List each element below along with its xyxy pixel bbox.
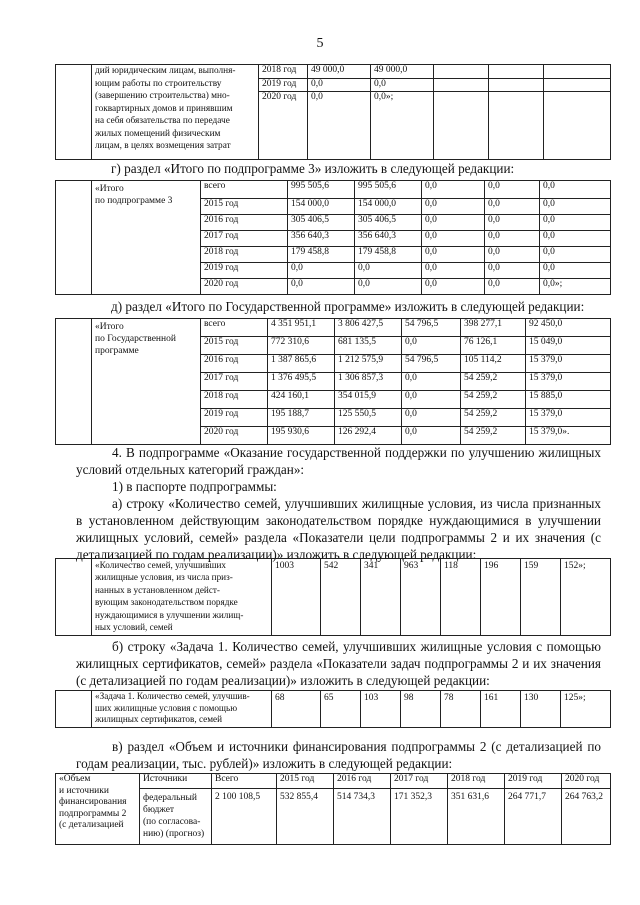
table-cell: 2015 год bbox=[201, 199, 288, 215]
table-cell: 54 796,5 bbox=[402, 355, 461, 373]
table-cell: 125»; bbox=[561, 691, 611, 728]
table-cell: 2020 год bbox=[201, 279, 288, 295]
table-cell: 195 930,6 bbox=[268, 427, 335, 445]
table-v-financing bbox=[55, 773, 611, 845]
table-cell: 2016 год bbox=[201, 215, 288, 231]
table-cell: 0,0 bbox=[422, 199, 485, 215]
table-cell: 65 bbox=[321, 691, 361, 728]
table-cell: 0,0 bbox=[422, 231, 485, 247]
table-cell: 3 806 427,5 bbox=[335, 319, 402, 337]
table-header-cell: 2016 год bbox=[334, 774, 391, 789]
table-cell: 0,0 bbox=[288, 279, 355, 295]
top-continuation-table bbox=[55, 64, 611, 160]
table-cell: 76 126,1 bbox=[461, 337, 526, 355]
table-v-source: федеральный бюджет (по согласова- нию) (прогноз) bbox=[140, 789, 212, 845]
table-cell: 15 885,0 bbox=[526, 391, 611, 409]
table-cell: 126 292,4 bbox=[335, 427, 402, 445]
table-a-families-count bbox=[55, 558, 611, 636]
page-number: 5 bbox=[316, 36, 324, 51]
table-cell: 0,0 bbox=[402, 337, 461, 355]
table-cell: 15 049,0 bbox=[526, 337, 611, 355]
table-cell: 772 310,6 bbox=[268, 337, 335, 355]
table-cell: 0,0 bbox=[540, 247, 611, 263]
table-cell: 196 bbox=[481, 559, 521, 636]
table-a-description: «Количество семей, улучшивших жилищные условия, из числа приз- нанных в установленном дейст- вующим законодательством порядке нуждающимися в улучшении жилищ- ных условий, семей bbox=[92, 559, 272, 636]
table-cell: 2020 год bbox=[259, 92, 308, 160]
heading-g: г) раздел «Итого по подпрограмме 3» изложить в следующей редакции: bbox=[111, 161, 515, 176]
table-cell: 0,0»; bbox=[540, 279, 611, 295]
table-cell: 1 306 857,3 bbox=[335, 373, 402, 391]
table-cell: 159 bbox=[521, 559, 561, 636]
table-cell: 0,0 bbox=[540, 181, 611, 199]
table-d-label: «Итого по Государственной программе bbox=[92, 319, 201, 445]
table-cell: 0,0 bbox=[402, 373, 461, 391]
paragraph-4: 4. В подпрограмме «Оказание государственной поддержки по улучшению жилищных условий отдельных категорий граждан»: bbox=[76, 445, 601, 477]
table-cell: 0,0 bbox=[540, 199, 611, 215]
table-cell: 2019 год bbox=[201, 263, 288, 279]
table-cell: 0,0 bbox=[308, 78, 371, 92]
table-cell: 130 bbox=[521, 691, 561, 728]
table-cell: 0,0»; bbox=[371, 92, 434, 160]
table-cell: 995 505,6 bbox=[355, 181, 422, 199]
table-cell: 963 bbox=[401, 559, 441, 636]
table-cell: 305 406,5 bbox=[288, 215, 355, 231]
table-cell: 78 bbox=[441, 691, 481, 728]
table-cell: 0,0 bbox=[540, 215, 611, 231]
table-cell: 0,0 bbox=[402, 409, 461, 427]
heading-d: д) раздел «Итого по Государственной программе» изложить в следующей редакции: bbox=[111, 299, 585, 314]
table-cell: 125 550,5 bbox=[335, 409, 402, 427]
table-cell: 179 458,8 bbox=[288, 247, 355, 263]
table-cell: 354 015,9 bbox=[335, 391, 402, 409]
table-cell: 98 bbox=[401, 691, 441, 728]
table-cell: 424 160,1 bbox=[268, 391, 335, 409]
table-cell: всего bbox=[201, 181, 288, 199]
table-header-cell: 2020 год bbox=[562, 774, 611, 789]
table-cell: 54 259,2 bbox=[461, 373, 526, 391]
table-cell: 1 387 865,6 bbox=[268, 355, 335, 373]
table-g-subprogram-3 bbox=[55, 180, 611, 295]
table-cell: 0,0 bbox=[485, 181, 540, 199]
table-cell: 0,0 bbox=[540, 263, 611, 279]
table-cell: 0,0 bbox=[422, 181, 485, 199]
table-cell: 0,0 bbox=[485, 231, 540, 247]
table-cell: 54 259,2 bbox=[461, 427, 526, 445]
table-cell: 0,0 bbox=[308, 92, 371, 160]
table-cell: 0,0 bbox=[485, 263, 540, 279]
paragraph-a: а) строку «Количество семей, улучшивших жилищные условия, из числа признанных в установленном действующим законодательством порядке нуждающимися в улучшении жилищных условий, семей» раздела «Показатели цели подпрограммы 2 и их значения (с детализацией по годам реализации)» изложить в следующей редакции: bbox=[76, 496, 601, 562]
table-cell: 2015 год bbox=[201, 337, 268, 355]
table-cell: 15 379,0 bbox=[526, 409, 611, 427]
table-cell: 351 631,6 bbox=[448, 789, 505, 845]
table-cell: 2019 год bbox=[259, 78, 308, 92]
table-cell: 1 376 495,5 bbox=[268, 373, 335, 391]
table-header-cell: Источники bbox=[140, 774, 212, 789]
table-header-cell: 2015 год bbox=[277, 774, 334, 789]
table-cell: 179 458,8 bbox=[355, 247, 422, 263]
table-cell: 54 796,5 bbox=[402, 319, 461, 337]
table-cell: 305 406,5 bbox=[355, 215, 422, 231]
table-cell: 92 450,0 bbox=[526, 319, 611, 337]
table-cell: 0,0 bbox=[422, 263, 485, 279]
table-cell: 264 771,7 bbox=[505, 789, 562, 845]
table-cell: 681 135,5 bbox=[335, 337, 402, 355]
table-cell: 264 763,2 bbox=[562, 789, 611, 845]
table-cell: 171 352,3 bbox=[391, 789, 448, 845]
top-table-description: дий юридическим лицам, выполня- ющим работы по строительству (завершению строительства) мно- гоквартирных домов и принявшим на себя обязательства по передаче жилых помещений физическим лицам, в целях возмещения затрат bbox=[92, 65, 259, 160]
table-cell: 154 000,0 bbox=[288, 199, 355, 215]
table-cell: 1 212 575,9 bbox=[335, 355, 402, 373]
table-cell: 995 505,6 bbox=[288, 181, 355, 199]
table-cell: всего bbox=[201, 319, 268, 337]
table-cell: 0,0 bbox=[540, 231, 611, 247]
table-cell: 68 bbox=[272, 691, 321, 728]
table-cell: 2019 год bbox=[201, 409, 268, 427]
table-cell: 2018 год bbox=[201, 391, 268, 409]
table-cell: 118 bbox=[441, 559, 481, 636]
table-cell: 341 bbox=[361, 559, 401, 636]
paragraph-b: б) строку «Задача 1. Количество семей, улучшивших жилищные условия с помощью жилищных сертификатов, семей» раздела «Показатели задач подпрограммы 2 и их значения (с детализацией по годам реализации)» изложить в следующей редакции: bbox=[76, 639, 601, 688]
table-cell: 15 379,0 bbox=[526, 355, 611, 373]
table-cell: 0,0 bbox=[422, 247, 485, 263]
table-cell: 1003 bbox=[272, 559, 321, 636]
table-header-cell: 2019 год bbox=[505, 774, 562, 789]
table-v-label: «Объем и источники финансирования подпрограммы 2 (с детализацией bbox=[56, 774, 140, 845]
table-cell: 0,0 bbox=[355, 263, 422, 279]
table-cell: 0,0 bbox=[422, 279, 485, 295]
table-cell: 4 351 951,1 bbox=[268, 319, 335, 337]
table-cell: 356 640,3 bbox=[355, 231, 422, 247]
table-cell: 2018 год bbox=[259, 65, 308, 79]
table-cell: 0,0 bbox=[402, 427, 461, 445]
table-cell: 154 000,0 bbox=[355, 199, 422, 215]
table-cell: 514 734,3 bbox=[334, 789, 391, 845]
table-cell: 0,0 bbox=[485, 247, 540, 263]
table-cell: 2017 год bbox=[201, 373, 268, 391]
table-g-label: «Итого по подпрограмме 3 bbox=[92, 181, 201, 295]
table-cell: 542 bbox=[321, 559, 361, 636]
table-cell: 2020 год bbox=[201, 427, 268, 445]
table-b-description: «Задача 1. Количество семей, улучшив- ших жилищные условия с помощью жилищных сертификатов, семей bbox=[92, 691, 272, 728]
table-cell: 103 bbox=[361, 691, 401, 728]
table-cell: 161 bbox=[481, 691, 521, 728]
table-cell: 0,0 bbox=[485, 215, 540, 231]
table-cell: 2 100 108,5 bbox=[212, 789, 277, 845]
table-cell: 0,0 bbox=[485, 279, 540, 295]
table-cell: 54 259,2 bbox=[461, 391, 526, 409]
table-b-task-1 bbox=[55, 690, 611, 728]
table-cell: 0,0 bbox=[402, 391, 461, 409]
table-cell: 532 855,4 bbox=[277, 789, 334, 845]
table-cell: 15 379,0». bbox=[526, 427, 611, 445]
table-cell: 2018 год bbox=[201, 247, 288, 263]
table-cell: 49 000,0 bbox=[371, 65, 434, 79]
table-header-cell: Всего bbox=[212, 774, 277, 789]
paragraph-v: в) раздел «Объем и источники финансирования подпрограммы 2 (с детализацией по годам реализации, тыс. рублей)» изложить в следующей редакции: bbox=[76, 739, 601, 771]
table-cell: 2016 год bbox=[201, 355, 268, 373]
table-cell: 0,0 bbox=[355, 279, 422, 295]
paragraph-1: 1) в паспорте подпрограммы: bbox=[112, 479, 277, 494]
table-cell: 49 000,0 bbox=[308, 65, 371, 79]
table-cell: 15 379,0 bbox=[526, 373, 611, 391]
table-cell: 105 114,2 bbox=[461, 355, 526, 373]
table-cell: 356 640,3 bbox=[288, 231, 355, 247]
table-cell: 0,0 bbox=[485, 199, 540, 215]
table-cell: 2017 год bbox=[201, 231, 288, 247]
table-cell: 152»; bbox=[561, 559, 611, 636]
table-cell: 0,0 bbox=[371, 78, 434, 92]
table-d-state-program bbox=[55, 318, 611, 445]
table-cell: 195 188,7 bbox=[268, 409, 335, 427]
table-cell: 54 259,2 bbox=[461, 409, 526, 427]
table-cell: 398 277,1 bbox=[461, 319, 526, 337]
table-cell: 0,0 bbox=[422, 215, 485, 231]
table-cell: 0,0 bbox=[288, 263, 355, 279]
table-header-cell: 2017 год bbox=[391, 774, 448, 789]
table-header-cell: 2018 год bbox=[448, 774, 505, 789]
